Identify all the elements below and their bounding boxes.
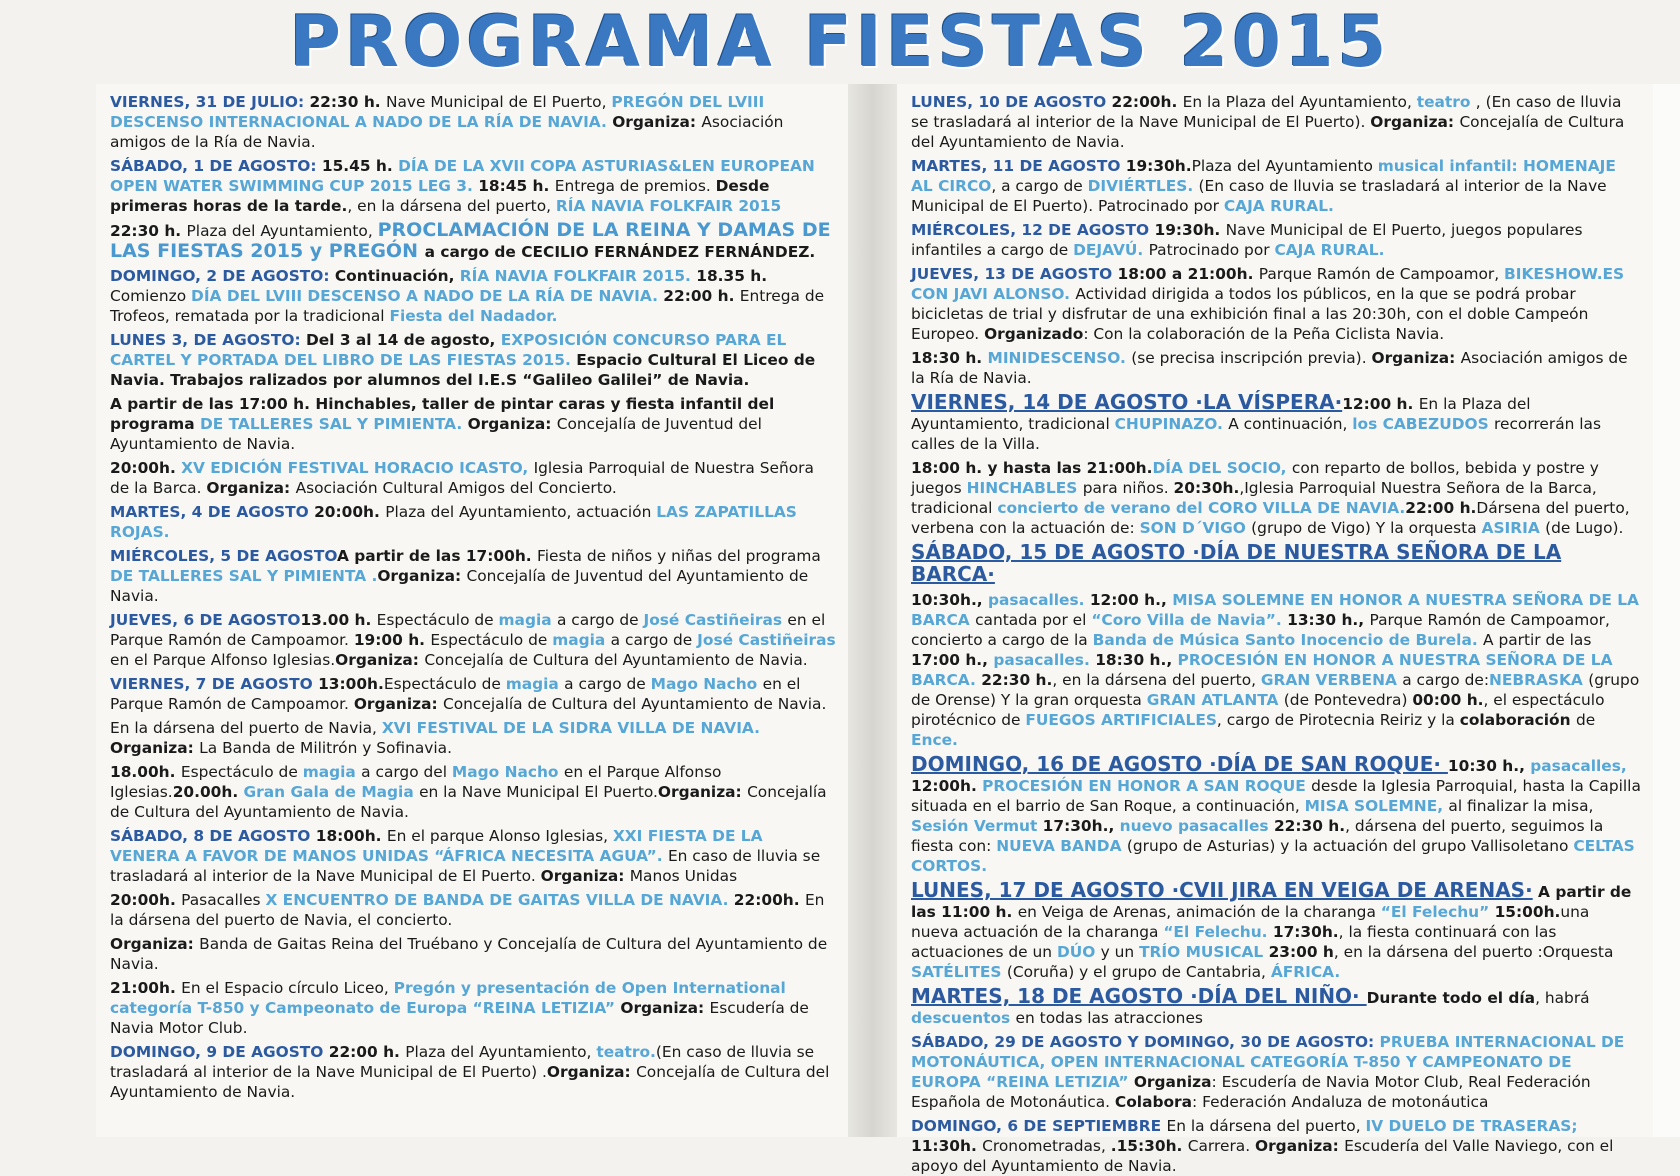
event-time: 20:00h.: [110, 891, 182, 909]
event-text: al finalizar la misa,: [1448, 797, 1594, 815]
event-date: SÁBADO, 29 DE AGOSTO Y DOMINGO, 30 DE AGOSTO:: [911, 1033, 1380, 1051]
event-time: 22:30 h.: [309, 93, 386, 111]
event-highlight: PROCESIÓN EN HONOR A SAN ROQUE: [982, 777, 1312, 795]
event-highlight: DÚO: [1056, 943, 1101, 961]
event-text: Dársena del puerto, verbena con la actuación de:: [911, 499, 1630, 537]
event-highlight: PROCLAMACIÓN DE LA REINA Y DAMAS DE LAS FIESTAS 2015 y PREGÓN: [110, 219, 831, 262]
event-text: Espectáculo de: [430, 631, 553, 649]
event-highlight: CAJA RURAL.: [1274, 241, 1385, 259]
event-text: Plaza del Ayuntamiento: [1191, 157, 1378, 175]
program-entry: [110, 394, 836, 454]
program-entry: [110, 978, 836, 1038]
event-date: MARTES, 4 DE AGOSTO: [110, 503, 315, 521]
event-text: Cronometradas,: [982, 1137, 1111, 1155]
event-time: 13:30 h.,: [1287, 611, 1370, 629]
event-text: (grupo de Vigo) Y la orquesta: [1251, 519, 1482, 537]
event-highlight: DE TALLERES SAL Y PIMIENTA .: [110, 567, 378, 585]
event-text: , dársena del puerto, seguimos la fiesta con:: [911, 817, 1604, 855]
event-time: Organiza:: [1370, 113, 1460, 131]
program-entry: [911, 458, 1641, 538]
event-time: Organiza:: [353, 695, 444, 713]
event-date: MARTES, 11 DE AGOSTO: [911, 157, 1126, 175]
event-highlight: DÍA DE LA XVII COPA ASTURIAS&LEN EUROPEAN OPEN WATER SWIMMING CUP 2015 LEG 3.: [110, 157, 815, 195]
page-title: PROGRAMA FIESTAS 2015: [289, 1, 1391, 83]
event-highlight: MINIDESCENSO.: [987, 349, 1132, 367]
event-highlight: ASIRIA: [1481, 519, 1546, 537]
event-highlight: pasacalles,: [1530, 757, 1627, 775]
event-text: recorrerán las calles de la Villa.: [911, 415, 1601, 453]
event-day-heading: VIERNES, 14 DE AGOSTO ·LA VÍSPERA·: [911, 390, 1343, 414]
event-time: Organiza:: [1371, 349, 1461, 367]
program-entry: [110, 502, 836, 542]
event-highlight: EXPOSICIÓN CONCURSO PARA EL CARTEL Y PORTADA DEL LIBRO DE LAS FIESTAS 2015.: [110, 331, 787, 369]
event-text: en todas las atracciones: [1015, 1009, 1203, 1027]
event-highlight: SATÉLITES: [911, 963, 1007, 981]
event-text: en el Parque Ramón de Campoamor.: [110, 675, 801, 713]
program-entry: [110, 330, 836, 390]
event-text: Escudería de Navia Motor Club.: [110, 999, 809, 1037]
event-time: colaboración: [1459, 711, 1576, 729]
event-text: , en la dársena del puerto,: [1052, 671, 1261, 689]
program-entry: [911, 392, 1641, 454]
event-highlight: nuevo pasacalles: [1119, 817, 1274, 835]
event-text: (se precisa inscripción previa).: [1131, 349, 1372, 367]
event-time: 18.00h.: [110, 763, 181, 781]
program-entry: [110, 718, 836, 758]
event-text: , en la dársena del puerto :Orquesta: [1333, 943, 1614, 961]
event-day-heading: MARTES, 18 DE AGOSTO ·DÍA DEL NIÑO·: [911, 984, 1367, 1008]
event-text: a cargo de: [610, 631, 698, 649]
event-highlight: DIVIÉRTLES.: [1087, 177, 1199, 195]
event-highlight: DEJAVÚ.: [1073, 241, 1149, 259]
event-highlight: MISA SOLEMNE,: [1304, 797, 1449, 815]
event-text: desde la Iglesia Parroquial, hasta la Capilla situada en el barrio de San Roque, a continuación,: [911, 777, 1641, 815]
event-text: En la dársena del puerto,: [1166, 1117, 1366, 1135]
event-text: Concejalía de Cultura del Ayuntamiento de Navia.: [110, 783, 827, 821]
event-text: Comienzo: [110, 287, 192, 305]
program-entry: [911, 542, 1641, 586]
event-highlight: Fiesta del Nadador.: [389, 307, 558, 325]
event-day-heading: SÁBADO, 15 DE AGOSTO ·DÍA DE NUESTRA SEÑORA DE LA BARCA·: [911, 540, 1562, 586]
event-date: SÁBADO, 8 DE AGOSTO: [110, 827, 316, 845]
event-text: : Con la colaboración de la Peña Ciclista Navia.: [1083, 325, 1445, 343]
event-date: DOMINGO, 9 DE AGOSTO: [110, 1043, 329, 1061]
event-text: En la Plaza del Ayuntamiento,: [1182, 93, 1417, 111]
program-entry: [911, 1116, 1641, 1176]
event-text: Concejalía de Juventud del Ayuntamiento de Navia.: [110, 415, 762, 453]
event-text: Espectáculo de: [376, 611, 499, 629]
event-text: (En caso de lluvia se trasladará al interior de la Nave Municipal de El Puerto) .: [110, 1043, 815, 1081]
event-time: Organiza:: [657, 783, 748, 801]
event-time: 20.00h.: [172, 783, 244, 801]
event-text: a cargo de:: [1402, 671, 1490, 689]
event-time: 22:00 h.: [1405, 499, 1477, 517]
event-time: 11:30h.: [911, 1137, 983, 1155]
program-entry: [911, 264, 1641, 344]
program-column-left: [96, 84, 848, 1137]
event-time: 18:30 h.,: [1095, 651, 1178, 669]
event-highlight: PREGÓN DEL LVIII DESCENSO INTERNACIONAL A NADO DE LA RÍA DE NAVIA.: [110, 93, 765, 131]
event-highlight: magia: [302, 763, 362, 781]
event-time: 18:30 h.: [911, 349, 988, 367]
event-text: Plaza del Ayuntamiento, actuación: [385, 503, 657, 521]
event-highlight: PROCESIÓN EN HONOR A NUESTRA SEÑORA DE LA BARCA.: [911, 651, 1613, 689]
event-text: de: [1575, 711, 1596, 729]
event-text: En la Plaza del Ayuntamiento, tradicional: [911, 395, 1531, 433]
event-highlight: XV EDICIÓN FESTIVAL HORACIO ICASTO,: [181, 459, 534, 477]
event-text: En caso de lluvia se trasladará al interior de la Nave Municipal de El Puerto.: [110, 847, 821, 885]
event-highlight: XXI FIESTA DE LA VENERA A FAVOR DE MANOS UNIDAS “ÁFRICA NECESITA AGUA”.: [110, 827, 763, 865]
event-time: 12:00 h.: [1342, 395, 1419, 413]
event-highlight: TRÍO MUSICAL: [1139, 943, 1269, 961]
event-text: En la dársena del puerto de Navia,: [110, 719, 382, 737]
event-text: y un: [1100, 943, 1140, 961]
event-time: Desde primeras horas de la tarde.: [110, 177, 770, 215]
event-date: DOMINGO, 6 DE SEPTIEMBRE: [911, 1117, 1167, 1135]
event-time: 19:30h.: [1125, 157, 1192, 175]
event-time: 10:30h.,: [911, 591, 988, 609]
event-highlight: XVI FESTIVAL DE LA SIDRA VILLA DE NAVIA.: [381, 719, 760, 737]
event-highlight: pasacalles.: [993, 651, 1096, 669]
event-time: 10:30 h.,: [1447, 757, 1531, 775]
event-time: a cargo de CECILIO FERNÁNDEZ FERNÁNDEZ.: [424, 243, 816, 261]
event-date: MIÉRCOLES, 5 DE AGOSTO: [110, 547, 337, 565]
event-highlight: HINCHABLES: [966, 479, 1083, 497]
event-text: Iglesia Parroquial de Nuestra Señora de la Barca.: [110, 459, 814, 497]
event-text: En la dársena del puerto de Navia, el concierto.: [110, 891, 825, 929]
event-text: (En caso de lluvia se trasladará al interior de la Nave Municipal de El Puerto). Patrocinado por: [911, 177, 1607, 215]
program-entry: [911, 220, 1641, 260]
event-time: Durante todo el día: [1366, 989, 1536, 1007]
event-highlight: DE TALLERES SAL Y PIMIENTA.: [199, 415, 468, 433]
event-text: En el parque Alonso Iglesias,: [386, 827, 613, 845]
event-time: 00:00 h.: [1412, 691, 1484, 709]
event-highlight: José Castiñeiras: [643, 611, 788, 629]
program-entry: [110, 156, 836, 216]
event-time: 22:30 h.: [1273, 817, 1346, 835]
event-time: Espacio Cultural El Liceo de Navia. Trabajos ralizados por alumnos del I.E.S “Galileo Galilei” de Navia.: [110, 351, 816, 389]
event-time: Organiza: [1133, 1073, 1212, 1091]
event-text: una nueva actuación de la charanga: [911, 903, 1590, 941]
program-entry: [110, 674, 836, 714]
program-entry: [911, 590, 1641, 750]
event-text: Escudería del Valle Naviego, con el apoyo del Ayuntamiento de Navia.: [911, 1137, 1614, 1175]
event-text: con reparto de bollos, bebida y postre y juegos: [911, 459, 1599, 497]
event-highlight: DÍA DEL SOCIO,: [1152, 459, 1292, 477]
event-text: Fiesta de niños y niñas del programa: [537, 547, 821, 565]
event-time: 20:30h.: [1173, 479, 1240, 497]
event-text: Concejalía de Juventud del Ayuntamiento de Navia.: [110, 567, 809, 605]
event-text: , a cargo de: [991, 177, 1088, 195]
event-text: (grupo de Asturias) y la actuación del grupo Vallisoletano: [1126, 837, 1574, 855]
program-entry: [911, 156, 1641, 216]
event-text: Nave Municipal de El Puerto, juegos populares infantiles a cargo de: [911, 221, 1583, 259]
event-text: Plaza del Ayuntamiento,: [405, 1043, 597, 1061]
event-text: Asociación amigos de la Ría de Navia.: [911, 349, 1628, 387]
event-highlight: LAS ZAPATILLAS ROJAS.: [110, 503, 797, 541]
event-highlight: Pregón y presentación de Open International categoría T-850 y Campeonato de Europa “REINA LETIZIA”: [110, 979, 786, 1017]
event-time: Organiza:: [206, 479, 296, 497]
event-highlight: CELTAS CORTOS.: [911, 837, 1635, 875]
event-highlight: X ENCUENTRO DE BANDA DE GAITAS VILLA DE NAVIA.: [265, 891, 734, 909]
program-entry: [911, 880, 1641, 982]
event-text: para niños.: [1082, 479, 1174, 497]
event-date: DOMINGO, 2 DE AGOSTO:: [110, 267, 335, 285]
event-text: en Veiga de Arenas, animación de la charanga: [1017, 903, 1381, 921]
event-highlight: GRAN ATLANTA: [1146, 691, 1284, 709]
event-time: Organizado: [984, 325, 1084, 343]
event-highlight: Ence.: [911, 731, 958, 749]
program-entry: [110, 762, 836, 822]
event-highlight: Gran Gala de Magia: [243, 783, 420, 801]
event-time: 15.45 h.: [321, 157, 399, 175]
event-text: , el espectáculo pirotécnico de: [911, 691, 1605, 729]
event-highlight: José Castiñeiras: [697, 631, 836, 649]
event-text: Entrega de Trofeos, rematada por la tradicional: [110, 287, 825, 325]
event-time: 17:00 h.,: [911, 651, 994, 669]
event-highlight: teatro: [1416, 93, 1476, 111]
event-highlight: CHUPINAZO.: [1114, 415, 1229, 433]
event-highlight: “El Felechu.: [1163, 923, 1273, 941]
program-entry: [911, 754, 1641, 876]
program-entry: [110, 546, 836, 606]
event-time: Organiza:: [110, 739, 200, 757]
event-text: Pasacalles: [181, 891, 266, 909]
event-time: 15:00h.: [1494, 903, 1561, 921]
event-time: Continuación,: [334, 267, 460, 285]
event-text: Entrega de premios.: [554, 177, 716, 195]
event-text: (Coruña) y el grupo de Cantabria,: [1006, 963, 1271, 981]
event-text: Espectáculo de: [383, 675, 506, 693]
event-text: Manos Unidas: [629, 867, 738, 885]
event-time: 18:45 h.: [478, 177, 555, 195]
event-time: 22:30 h.: [981, 671, 1053, 689]
event-text: Banda de Gaitas Reina del Truébano y Concejalía de Cultura del Ayuntamiento de Navia.: [110, 935, 828, 973]
event-highlight: NEBRASKA: [1489, 671, 1589, 689]
program-entry: [110, 92, 836, 152]
event-text: Actividad dirigida a todos los públicos, en la que se podrá probar bicicletas de trial y disfrutar de una exhibición final a las 20:30h, con el doble Campeón Europeo.: [911, 285, 1589, 343]
event-date: LUNES, 10 DE AGOSTO: [911, 93, 1112, 111]
event-highlight: ÁFRICA.: [1270, 963, 1341, 981]
event-time: 19:30h.: [1154, 221, 1226, 239]
event-date: LUNES 3, DE AGOSTO:: [110, 331, 306, 349]
event-text: Carrera.: [1187, 1137, 1255, 1155]
event-text: a cargo de: [564, 675, 651, 693]
event-highlight: MISA SOLEMNE EN HONOR A NUESTRA SEÑORA DE LA BARCA: [911, 591, 1639, 629]
program-entry: [911, 92, 1641, 152]
event-time: Colabora: [1114, 1093, 1193, 1111]
event-text: A continuación,: [1228, 415, 1353, 433]
event-text: ,Iglesia Parroquial Nuestra Señora de la Barca, tradicional: [911, 479, 1597, 517]
event-time: A partir de las 17:00 h. Hinchables, taller de pintar caras y fiesta infantil del programa: [110, 395, 775, 433]
event-highlight: los CABEZUDOS: [1352, 415, 1495, 433]
event-highlight: GRAN VERBENA: [1260, 671, 1403, 689]
event-highlight: RÍA NAVIA FOLKFAIR 2015.: [459, 267, 697, 285]
event-highlight: magia: [498, 611, 557, 629]
event-time: Organiza:: [612, 113, 702, 131]
event-text: , (En caso de lluvia se trasladará al interior de la Nave Municipal de El Puerto).: [911, 93, 1622, 131]
event-date: SÁBADO, 1 DE AGOSTO:: [110, 157, 322, 175]
event-highlight: SON D´VIGO: [1139, 519, 1252, 537]
program-column-right: [897, 84, 1653, 1175]
event-text: Plaza del Ayuntamiento,: [186, 222, 378, 240]
event-text: Concejalía de Cultura del Ayuntamiento de Navia.: [911, 113, 1625, 151]
event-time: .15:30h.: [1110, 1137, 1188, 1155]
event-time: A partir de las 17:00h.: [337, 547, 537, 565]
event-text: (de Lugo).: [1545, 519, 1624, 537]
program-entry: [110, 266, 836, 326]
event-date: MIÉRCOLES, 12 DE AGOSTO: [911, 221, 1155, 239]
event-highlight: descuentos: [911, 1009, 1016, 1027]
event-date: JUEVES, 13 DE AGOSTO: [911, 265, 1118, 283]
event-time: Organiza:: [467, 415, 557, 433]
event-highlight: IV DUELO DE TRASERAS;: [1365, 1117, 1578, 1135]
program-entry: [110, 826, 836, 886]
event-text: , la fiesta continuará con las actuaciones de un: [911, 923, 1557, 961]
program-entry: [110, 890, 836, 930]
event-time: 22:00 h.: [328, 1043, 406, 1061]
event-highlight: magia: [505, 675, 565, 693]
event-date: JUEVES, 6 DE AGOSTO: [110, 611, 301, 629]
event-text: en el Parque Alfonso Iglesias.: [110, 763, 722, 801]
event-highlight: musical infantil: HOMENAJE AL CIRCO: [911, 157, 1616, 195]
event-text: Espectáculo de: [180, 763, 303, 781]
event-time: 21:00h.: [110, 979, 182, 997]
event-highlight: “El Felechu”: [1380, 903, 1495, 921]
event-highlight: Sesión Vermut: [911, 817, 1043, 835]
event-day-heading: DOMINGO, 16 DE AGOSTO ·DÍA DE SAN ROQUE·: [911, 752, 1448, 776]
event-highlight: CAJA RURAL.: [1223, 197, 1334, 215]
event-highlight: Mago Nacho: [451, 763, 564, 781]
event-text: , cargo de Pirotecnia Reiriz y la: [1216, 711, 1460, 729]
event-highlight: DÍA DEL LVIII DESCENSO A NADO DE LA RÍA DE NAVIA.: [191, 287, 664, 305]
event-time: 13:00h.: [318, 675, 384, 693]
event-text: Parque Ramón de Campoamor,: [1258, 265, 1505, 283]
event-day-heading: LUNES, 17 DE AGOSTO ·CVII JIRA EN VEIGA DE ARENAS·: [911, 878, 1533, 902]
event-text: a cargo del: [361, 763, 452, 781]
program-entry: [110, 458, 836, 498]
event-date: VIERNES, 7 DE AGOSTO: [110, 675, 319, 693]
event-text: Asociación Cultural Amigos del Concierto.: [295, 479, 617, 497]
event-highlight: teatro.: [596, 1043, 656, 1061]
event-time: 18:00h.: [315, 827, 387, 845]
event-time: 19:00 h.: [353, 631, 431, 649]
event-time: Organiza:: [546, 1063, 637, 1081]
program-entry: [911, 1032, 1641, 1112]
event-time: 18:00 h. y hasta las 21:00h.: [911, 459, 1153, 477]
event-text: Asociación amigos de la Ría de Navia.: [110, 113, 784, 151]
event-text: Parque Ramón de Campoamor, concierto a cargo de la: [911, 611, 1610, 649]
event-text: Concejalía de Cultura del Ayuntamiento de Navia.: [443, 695, 827, 713]
program-entry: [110, 610, 836, 670]
event-time: 22:30 h.: [110, 222, 187, 240]
event-text: Nave Municipal de El Puerto,: [385, 93, 612, 111]
event-time: Organiza:: [110, 935, 200, 953]
event-highlight: magia: [552, 631, 611, 649]
event-time: Organiza:: [1255, 1137, 1345, 1155]
event-date: VIERNES, 31 DE JULIO:: [110, 93, 310, 111]
event-time: 12:00h.: [911, 777, 983, 795]
program-entry: [110, 934, 836, 974]
event-highlight: Banda de Música Santo Inocencio de Burela.: [1092, 631, 1484, 649]
event-text: (de Pontevedra): [1283, 691, 1413, 709]
event-text: cantada por el: [975, 611, 1092, 629]
event-highlight: BIKESHOW.ES CON JAVI ALONSO.: [911, 265, 1625, 303]
event-text: : Escudería de Navia Motor Club, Real Federación Española de Motonáutica.: [911, 1073, 1591, 1111]
event-text: en el Parque Ramón de Campoamor.: [110, 611, 826, 649]
event-text: , habrá: [1535, 989, 1590, 1007]
program-entry: [110, 1042, 836, 1102]
event-time: Organiza:: [540, 867, 630, 885]
event-text: a cargo de: [556, 611, 644, 629]
event-text: en la Nave Municipal El Puerto.: [419, 783, 658, 801]
event-text: En el Espacio círculo Liceo,: [181, 979, 394, 997]
event-time: 22:00 h.: [663, 287, 740, 305]
event-time: Organiza:: [335, 651, 425, 669]
event-text: Concejalía de Cultura del Ayuntamiento de Navia.: [110, 1063, 830, 1101]
event-time: 22:00h.: [1111, 93, 1183, 111]
program-entry: [110, 220, 836, 262]
event-time: 22:00h.: [733, 891, 805, 909]
event-time: 18:00 a 21:00h.: [1117, 265, 1259, 283]
event-time: 17:30h.,: [1042, 817, 1120, 835]
event-highlight: concierto de verano del CORO VILLA DE NAVIA.: [997, 499, 1406, 517]
event-time: 18.35 h.: [696, 267, 768, 285]
program-entry: [911, 986, 1641, 1028]
event-time: Organiza:: [620, 999, 710, 1017]
event-time: 20:00h.: [314, 503, 386, 521]
event-text: en el Parque Alfonso Iglesias.: [110, 651, 336, 669]
event-highlight: FUEGOS ARTIFICIALES: [1025, 711, 1217, 729]
program-entry: [911, 348, 1641, 388]
event-highlight: Mago Nacho: [650, 675, 763, 693]
event-time: 23:00 h: [1268, 943, 1334, 961]
event-text: La Banda de Militrón y Sofinavia.: [199, 739, 453, 757]
event-time: 17:30h.: [1272, 923, 1339, 941]
page-fold: [848, 84, 897, 1137]
event-time: Del 3 al 14 de agosto,: [305, 331, 501, 349]
event-text: : Federación Andaluza de motonáutica: [1192, 1093, 1489, 1111]
event-text: Concejalía de Cultura del Ayuntamiento de Navia.: [424, 651, 808, 669]
event-highlight: PRUEBA INTERNACIONAL DE MOTONÁUTICA, OPEN INTERNACIONAL CATEGORÍA T-850 Y CAMPEONATO DE EUROPA “REINA LETIZIA”: [911, 1033, 1625, 1091]
event-text: , en la dársena del puerto,: [347, 197, 556, 215]
event-text: (grupo de Orense) Y la gran orquesta: [911, 671, 1640, 709]
event-highlight: NUEVA BANDA: [996, 837, 1127, 855]
event-time: 12:00 h.,: [1089, 591, 1173, 609]
event-text: A partir de las: [1483, 631, 1592, 649]
event-highlight: “Coro Villa de Navia”.: [1091, 611, 1288, 629]
event-time: Organiza:: [377, 567, 467, 585]
event-highlight: RÍA NAVIA FOLKFAIR 2015: [555, 197, 782, 215]
event-text: Patrocinado por: [1148, 241, 1275, 259]
page-edge: [1653, 84, 1680, 1137]
event-highlight: pasacalles.: [988, 591, 1090, 609]
event-time: 20:00h.: [110, 459, 182, 477]
event-time: 13.00 h.: [300, 611, 377, 629]
event-time: A partir de las 11:00 h.: [911, 883, 1632, 921]
